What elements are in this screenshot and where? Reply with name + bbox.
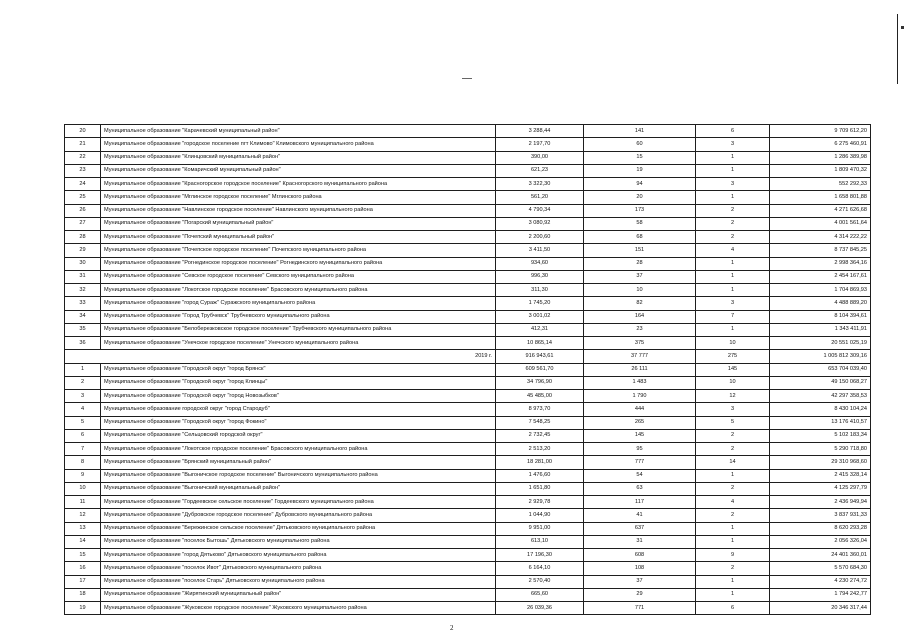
residents-cell: 41 bbox=[584, 509, 696, 522]
cost-cell: 24 401 360,01 bbox=[770, 549, 871, 562]
houses-cell: 1 bbox=[696, 151, 770, 164]
table-row bbox=[65, 522, 871, 535]
cost-cell: 5 102 183,34 bbox=[770, 429, 871, 442]
houses-cell: 1 bbox=[696, 323, 770, 336]
municipality-name-cell: Муниципальное образование "поселок Старь" Дятьковского муниципального района bbox=[101, 575, 496, 588]
table-row bbox=[65, 588, 871, 601]
residents-cell: 141 bbox=[584, 125, 696, 138]
area-cell: 916 943,61 bbox=[496, 350, 584, 363]
municipality-name-cell: Муниципальное образование "Рогнединское городское поселение" Рогнединского муниципального района bbox=[101, 257, 496, 270]
area-cell: 934,60 bbox=[496, 257, 584, 270]
residents-cell: 23 bbox=[584, 323, 696, 336]
houses-cell: 1 bbox=[696, 522, 770, 535]
houses-cell: 9 bbox=[696, 549, 770, 562]
houses-cell: 1 bbox=[696, 257, 770, 270]
municipality-name-cell: Муниципальное образование "Жуковское городское поселение" Жуковского муниципального района bbox=[101, 602, 496, 615]
row-number-cell: 24 bbox=[65, 178, 101, 191]
area-cell: 613,10 bbox=[496, 535, 584, 548]
area-cell: 561,20 bbox=[496, 191, 584, 204]
year-total-row bbox=[65, 350, 871, 363]
residents-cell: 26 111 bbox=[584, 363, 696, 376]
table-row bbox=[65, 217, 871, 230]
cost-cell: 552 292,33 bbox=[770, 178, 871, 191]
cost-cell: 49 150 068,27 bbox=[770, 376, 871, 389]
scan-artifact bbox=[462, 78, 472, 79]
residents-cell: 31 bbox=[584, 535, 696, 548]
cost-cell: 4 001 561,64 bbox=[770, 217, 871, 230]
houses-cell: 4 bbox=[696, 496, 770, 509]
municipality-name-cell: Муниципальное образование "Городской округ "город Клинцы" bbox=[101, 376, 496, 389]
cost-cell: 4 488 889,20 bbox=[770, 297, 871, 310]
area-cell: 4 790,34 bbox=[496, 204, 584, 217]
table-row bbox=[65, 390, 871, 403]
area-cell: 45 485,00 bbox=[496, 390, 584, 403]
residents-cell: 265 bbox=[584, 416, 696, 429]
residents-cell: 54 bbox=[584, 469, 696, 482]
row-number-cell: 16 bbox=[65, 562, 101, 575]
area-cell: 3 288,44 bbox=[496, 125, 584, 138]
residents-cell: 37 bbox=[584, 575, 696, 588]
area-cell: 2 200,60 bbox=[496, 231, 584, 244]
scan-corner-mark bbox=[901, 26, 904, 29]
row-number-cell: 3 bbox=[65, 390, 101, 403]
houses-cell: 10 bbox=[696, 376, 770, 389]
cost-cell: 4 314 222,22 bbox=[770, 231, 871, 244]
scan-edge-line bbox=[897, 14, 898, 84]
settlement-registry-table bbox=[64, 124, 871, 615]
municipality-name-cell: Муниципальное образование "Сельцовский городской округ" bbox=[101, 429, 496, 442]
residents-cell: 95 bbox=[584, 443, 696, 456]
residents-cell: 151 bbox=[584, 244, 696, 257]
houses-cell: 7 bbox=[696, 310, 770, 323]
area-cell: 3 080,92 bbox=[496, 217, 584, 230]
area-cell: 2 513,20 bbox=[496, 443, 584, 456]
row-number-cell: 23 bbox=[65, 164, 101, 177]
residents-cell: 15 bbox=[584, 151, 696, 164]
residents-cell: 145 bbox=[584, 429, 696, 442]
row-number-cell: 28 bbox=[65, 231, 101, 244]
row-number-cell: 13 bbox=[65, 522, 101, 535]
table-row bbox=[65, 416, 871, 429]
table-row bbox=[65, 429, 871, 442]
table-row bbox=[65, 482, 871, 495]
row-number-cell: 11 bbox=[65, 496, 101, 509]
cost-cell: 8 104 394,61 bbox=[770, 310, 871, 323]
table-row bbox=[65, 535, 871, 548]
houses-cell: 4 bbox=[696, 244, 770, 257]
area-cell: 1 745,20 bbox=[496, 297, 584, 310]
row-number-cell: 17 bbox=[65, 575, 101, 588]
row-number-cell: 4 bbox=[65, 403, 101, 416]
municipality-name-cell: Муниципальное образование "Унечское городское поселение" Унечского муниципального района bbox=[101, 337, 496, 350]
table-row bbox=[65, 284, 871, 297]
houses-cell: 1 bbox=[696, 575, 770, 588]
houses-cell: 2 bbox=[696, 231, 770, 244]
row-number-cell: 32 bbox=[65, 284, 101, 297]
houses-cell: 6 bbox=[696, 602, 770, 615]
municipality-name-cell: Муниципальное образование "Городской округ "город Брянск" bbox=[101, 363, 496, 376]
residents-cell: 777 bbox=[584, 456, 696, 469]
cost-cell: 8 737 845,25 bbox=[770, 244, 871, 257]
houses-cell: 3 bbox=[696, 178, 770, 191]
cost-cell: 1 794 242,77 bbox=[770, 588, 871, 601]
municipality-name-cell: Муниципальное образование "Карачевский муниципальный район" bbox=[101, 125, 496, 138]
houses-cell: 3 bbox=[696, 297, 770, 310]
area-cell: 3 322,30 bbox=[496, 178, 584, 191]
table-row bbox=[65, 363, 871, 376]
area-cell: 8 973,70 bbox=[496, 403, 584, 416]
cost-cell: 1 005 812 309,16 bbox=[770, 350, 871, 363]
houses-cell: 5 bbox=[696, 416, 770, 429]
municipality-name-cell: Муниципальное образование "Локотское городское поселение" Брасовского муниципального района bbox=[101, 284, 496, 297]
houses-cell: 14 bbox=[696, 456, 770, 469]
cost-cell: 2 415 328,14 bbox=[770, 469, 871, 482]
municipality-name-cell: Муниципальное образование "город Дятьково" Дятьковского муниципального района bbox=[101, 549, 496, 562]
row-number-cell: 9 bbox=[65, 469, 101, 482]
municipality-name-cell: Муниципальное образование "Дубровское городское поселение" Дубровского муниципального района bbox=[101, 509, 496, 522]
residents-cell: 82 bbox=[584, 297, 696, 310]
row-number-cell: 33 bbox=[65, 297, 101, 310]
municipality-name-cell: Муниципальное образование "Навлинское городское поселение" Навлинского муниципального района bbox=[101, 204, 496, 217]
row-number-cell: 26 bbox=[65, 204, 101, 217]
municipality-name-cell: Муниципальное образование "Бережинское сельское поселение" Дятьковского муниципального района bbox=[101, 522, 496, 535]
cost-cell: 29 310 968,60 bbox=[770, 456, 871, 469]
houses-cell: 1 bbox=[696, 535, 770, 548]
table-row bbox=[65, 178, 871, 191]
cost-cell: 6 275 460,91 bbox=[770, 138, 871, 151]
houses-cell: 2 bbox=[696, 443, 770, 456]
residents-cell: 20 bbox=[584, 191, 696, 204]
row-number-cell: 1 bbox=[65, 363, 101, 376]
houses-cell: 145 bbox=[696, 363, 770, 376]
table-row bbox=[65, 244, 871, 257]
municipality-name-cell: Муниципальное образование "Мглинское городское поселение" Мглинского района bbox=[101, 191, 496, 204]
table-row bbox=[65, 138, 871, 151]
residents-cell: 637 bbox=[584, 522, 696, 535]
area-cell: 412,31 bbox=[496, 323, 584, 336]
area-cell: 7 548,25 bbox=[496, 416, 584, 429]
residents-cell: 771 bbox=[584, 602, 696, 615]
cost-cell: 20 551 025,19 bbox=[770, 337, 871, 350]
row-number-cell: 27 bbox=[65, 217, 101, 230]
houses-cell: 2 bbox=[696, 204, 770, 217]
table-row bbox=[65, 191, 871, 204]
area-cell: 3 411,50 bbox=[496, 244, 584, 257]
municipality-name-cell: Муниципальное образование "городское поселение пгт Климово" Климовского муниципального района bbox=[101, 138, 496, 151]
area-cell: 3 001,02 bbox=[496, 310, 584, 323]
houses-cell: 275 bbox=[696, 350, 770, 363]
houses-cell: 1 bbox=[696, 469, 770, 482]
row-number-cell: 20 bbox=[65, 125, 101, 138]
area-cell: 996,30 bbox=[496, 270, 584, 283]
table-row bbox=[65, 575, 871, 588]
cost-cell: 13 176 410,57 bbox=[770, 416, 871, 429]
residents-cell: 60 bbox=[584, 138, 696, 151]
table-row bbox=[65, 443, 871, 456]
area-cell: 1 044,90 bbox=[496, 509, 584, 522]
cost-cell: 3 837 931,33 bbox=[770, 509, 871, 522]
table-row bbox=[65, 469, 871, 482]
cost-cell: 653 704 039,40 bbox=[770, 363, 871, 376]
municipality-name-cell: Муниципальное образование "Белоберезковское городское поселение" Трубчевского муниципального района bbox=[101, 323, 496, 336]
cost-cell: 20 346 317,44 bbox=[770, 602, 871, 615]
municipality-name-cell: Муниципальное образование "Городской округ "город Новозыбков" bbox=[101, 390, 496, 403]
cost-cell: 1 704 869,93 bbox=[770, 284, 871, 297]
row-number-cell: 15 bbox=[65, 549, 101, 562]
residents-cell: 28 bbox=[584, 257, 696, 270]
area-cell: 26 039,36 bbox=[496, 602, 584, 615]
area-cell: 10 865,14 bbox=[496, 337, 584, 350]
houses-cell: 3 bbox=[696, 403, 770, 416]
table-body bbox=[65, 125, 871, 615]
row-number-cell: 22 bbox=[65, 151, 101, 164]
municipality-name-cell: Муниципальное образование "поселок Ивот" Дятьковского муниципального района bbox=[101, 562, 496, 575]
row-number-cell: 31 bbox=[65, 270, 101, 283]
cost-cell: 2 998 364,16 bbox=[770, 257, 871, 270]
table-row bbox=[65, 297, 871, 310]
residents-cell: 10 bbox=[584, 284, 696, 297]
area-cell: 2 929,78 bbox=[496, 496, 584, 509]
table-row bbox=[65, 204, 871, 217]
houses-cell: 2 bbox=[696, 217, 770, 230]
municipality-name-cell: Муниципальное образование "Жирятинский муниципальный район" bbox=[101, 588, 496, 601]
cost-cell: 1 286 389,98 bbox=[770, 151, 871, 164]
cost-cell: 8 620 293,28 bbox=[770, 522, 871, 535]
municipality-name-cell: Муниципальное образование "Клинцовский муниципальный район" bbox=[101, 151, 496, 164]
houses-cell: 2 bbox=[696, 482, 770, 495]
municipality-name-cell: Муниципальное образование "Город Трубчевск" Трубчевского муниципального района bbox=[101, 310, 496, 323]
houses-cell: 6 bbox=[696, 125, 770, 138]
residents-cell: 117 bbox=[584, 496, 696, 509]
table-row bbox=[65, 562, 871, 575]
municipality-name-cell: Муниципальное образование "Севское городское поселение" Севского муниципального района bbox=[101, 270, 496, 283]
area-cell: 311,30 bbox=[496, 284, 584, 297]
houses-cell: 12 bbox=[696, 390, 770, 403]
table-row bbox=[65, 323, 871, 336]
row-number-cell: 35 bbox=[65, 323, 101, 336]
area-cell: 6 164,10 bbox=[496, 562, 584, 575]
area-cell: 2 570,40 bbox=[496, 575, 584, 588]
table-row bbox=[65, 231, 871, 244]
table-row bbox=[65, 310, 871, 323]
municipality-name-cell: Муниципальное образование "Гордеевское сельское поселение" Гордеевского муниципального района bbox=[101, 496, 496, 509]
table-row bbox=[65, 376, 871, 389]
row-number-cell: 10 bbox=[65, 482, 101, 495]
houses-cell: 1 bbox=[696, 191, 770, 204]
row-number-cell: 30 bbox=[65, 257, 101, 270]
area-cell: 1 651,80 bbox=[496, 482, 584, 495]
cost-cell: 4 125 297,79 bbox=[770, 482, 871, 495]
cost-cell: 2 436 949,94 bbox=[770, 496, 871, 509]
row-number-cell: 36 bbox=[65, 337, 101, 350]
cost-cell: 5 570 684,30 bbox=[770, 562, 871, 575]
residents-cell: 375 bbox=[584, 337, 696, 350]
residents-cell: 63 bbox=[584, 482, 696, 495]
houses-cell: 3 bbox=[696, 138, 770, 151]
row-number-cell: 18 bbox=[65, 588, 101, 601]
cost-cell: 4 271 626,68 bbox=[770, 204, 871, 217]
row-number-cell: 6 bbox=[65, 429, 101, 442]
year-label-cell: 2019 г. bbox=[65, 350, 496, 363]
area-cell: 390,00 bbox=[496, 151, 584, 164]
table-row bbox=[65, 164, 871, 177]
table-row bbox=[65, 151, 871, 164]
houses-cell: 1 bbox=[696, 270, 770, 283]
municipality-name-cell: Муниципальное образование "Погарский муниципальный район" bbox=[101, 217, 496, 230]
municipality-name-cell: Муниципальное образование "Брянский муниципальный район" bbox=[101, 456, 496, 469]
residents-cell: 58 bbox=[584, 217, 696, 230]
residents-cell: 19 bbox=[584, 164, 696, 177]
area-cell: 665,60 bbox=[496, 588, 584, 601]
cost-cell: 9 709 612,20 bbox=[770, 125, 871, 138]
row-number-cell: 12 bbox=[65, 509, 101, 522]
area-cell: 621,23 bbox=[496, 164, 584, 177]
row-number-cell: 19 bbox=[65, 602, 101, 615]
row-number-cell: 21 bbox=[65, 138, 101, 151]
area-cell: 18 281,00 bbox=[496, 456, 584, 469]
table-row bbox=[65, 496, 871, 509]
cost-cell: 1 658 801,88 bbox=[770, 191, 871, 204]
municipality-name-cell: Муниципальное образование "Локотское городское поселение" Брасовского муниципального района bbox=[101, 443, 496, 456]
area-cell: 17 196,30 bbox=[496, 549, 584, 562]
row-number-cell: 5 bbox=[65, 416, 101, 429]
houses-cell: 10 bbox=[696, 337, 770, 350]
cost-cell: 1 809 470,32 bbox=[770, 164, 871, 177]
table-row bbox=[65, 270, 871, 283]
houses-cell: 1 bbox=[696, 588, 770, 601]
municipality-name-cell: Муниципальное образование "поселок Бытошь" Дятьковского муниципального района bbox=[101, 535, 496, 548]
table-row bbox=[65, 602, 871, 615]
table-row bbox=[65, 549, 871, 562]
cost-cell: 2 454 167,61 bbox=[770, 270, 871, 283]
municipality-name-cell: Муниципальное образование "Городской округ "город Фокино" bbox=[101, 416, 496, 429]
municipality-name-cell: Муниципальное образование "город Сураж" Суражского муниципального района bbox=[101, 297, 496, 310]
residents-cell: 68 bbox=[584, 231, 696, 244]
residents-cell: 29 bbox=[584, 588, 696, 601]
cost-cell: 4 230 274,72 bbox=[770, 575, 871, 588]
residents-cell: 164 bbox=[584, 310, 696, 323]
area-cell: 9 951,00 bbox=[496, 522, 584, 535]
cost-cell: 5 290 718,80 bbox=[770, 443, 871, 456]
houses-cell: 1 bbox=[696, 164, 770, 177]
municipality-name-cell: Муниципальное образование "Комаричский муниципальный район" bbox=[101, 164, 496, 177]
area-cell: 609 561,70 bbox=[496, 363, 584, 376]
cost-cell: 42 297 358,53 bbox=[770, 390, 871, 403]
row-number-cell: 2 bbox=[65, 376, 101, 389]
municipality-name-cell: Муниципальное образование городской округ "город Стародуб" bbox=[101, 403, 496, 416]
row-number-cell: 7 bbox=[65, 443, 101, 456]
municipality-name-cell: Муниципальное образование "Почепский муниципальный район" bbox=[101, 231, 496, 244]
row-number-cell: 8 bbox=[65, 456, 101, 469]
table-row bbox=[65, 509, 871, 522]
cost-cell: 2 056 326,04 bbox=[770, 535, 871, 548]
row-number-cell: 14 bbox=[65, 535, 101, 548]
table-row bbox=[65, 403, 871, 416]
municipality-name-cell: Муниципальное образование "Выгоничское городское поселение" Выгоничского муниципального района bbox=[101, 469, 496, 482]
table-row bbox=[65, 257, 871, 270]
area-cell: 34 796,90 bbox=[496, 376, 584, 389]
table-row bbox=[65, 337, 871, 350]
residents-cell: 173 bbox=[584, 204, 696, 217]
residents-cell: 608 bbox=[584, 549, 696, 562]
row-number-cell: 34 bbox=[65, 310, 101, 323]
cost-cell: 1 343 411,91 bbox=[770, 323, 871, 336]
area-cell: 2 197,70 bbox=[496, 138, 584, 151]
houses-cell: 1 bbox=[696, 284, 770, 297]
residents-cell: 94 bbox=[584, 178, 696, 191]
row-number-cell: 25 bbox=[65, 191, 101, 204]
table-row bbox=[65, 456, 871, 469]
table-row bbox=[65, 125, 871, 138]
row-number-cell: 29 bbox=[65, 244, 101, 257]
residents-cell: 108 bbox=[584, 562, 696, 575]
area-cell: 2 732,45 bbox=[496, 429, 584, 442]
municipality-name-cell: Муниципальное образование "Выгоничский муниципальный район" bbox=[101, 482, 496, 495]
page-number: 2 bbox=[450, 624, 454, 632]
cost-cell: 8 430 104,24 bbox=[770, 403, 871, 416]
residents-cell: 444 bbox=[584, 403, 696, 416]
houses-cell: 2 bbox=[696, 509, 770, 522]
residents-cell: 1 790 bbox=[584, 390, 696, 403]
residents-cell: 37 bbox=[584, 270, 696, 283]
residents-cell: 1 483 bbox=[584, 376, 696, 389]
area-cell: 1 476,60 bbox=[496, 469, 584, 482]
municipality-name-cell: Муниципальное образование "Красногорское городское поселение" Красногорского муниципального района bbox=[101, 178, 496, 191]
residents-cell: 37 777 bbox=[584, 350, 696, 363]
houses-cell: 2 bbox=[696, 562, 770, 575]
municipality-name-cell: Муниципальное образование "Почепское городское поселение" Почепского муниципального района bbox=[101, 244, 496, 257]
houses-cell: 2 bbox=[696, 429, 770, 442]
